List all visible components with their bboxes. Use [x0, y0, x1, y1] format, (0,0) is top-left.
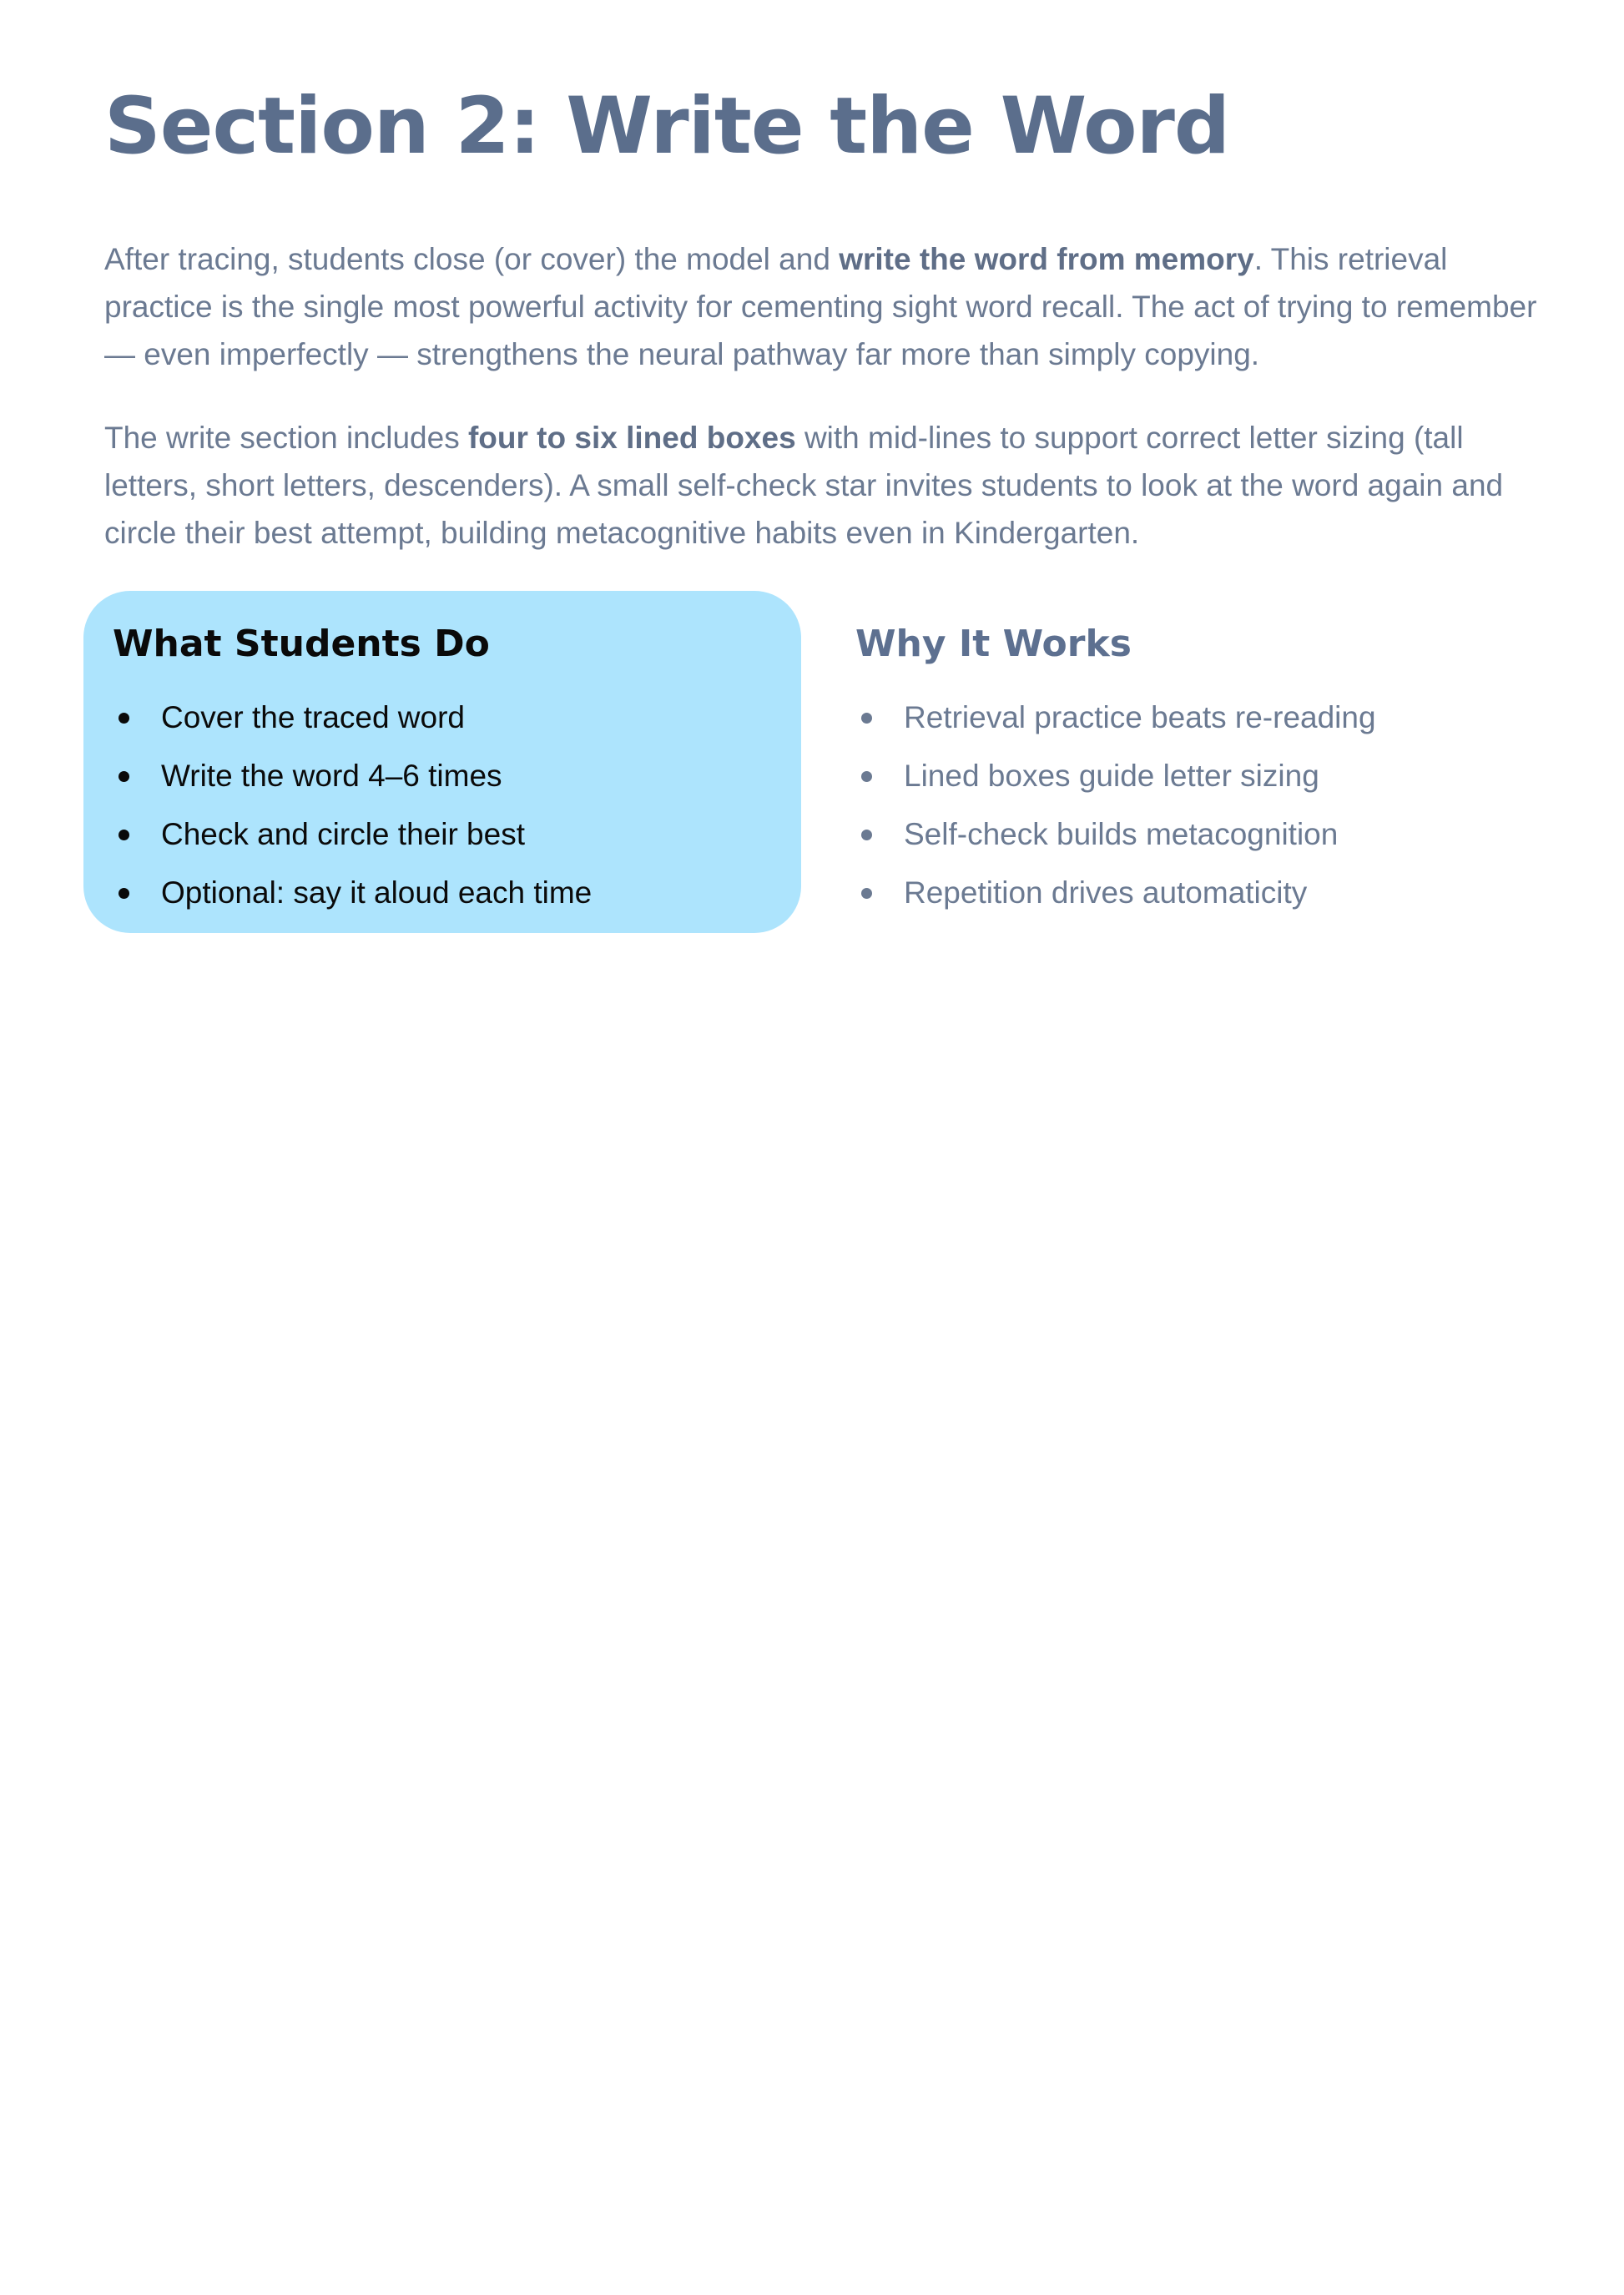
list-item-text: Check and circle their best: [161, 817, 525, 851]
intro-paragraph: [104, 235, 1540, 378]
bullet-icon: [119, 830, 129, 840]
bullet-icon: [861, 713, 872, 724]
list-item: [855, 814, 1376, 872]
why-it-works-heading: Why It Works: [855, 623, 1132, 665]
list-item: [113, 697, 592, 755]
intro-text-end: . This retrieval practice is the single most powerful activity for cementing sight word recall. The act of trying to remember — even imperfectly — strengthens the neural pathway far more than simply copying.: [104, 242, 1537, 371]
write-text-end: with mid-lines to support correct letter sizing (tall letters, short letters, descenders). A small self-check star invites students to look at the word again and circle their best attempt, building metacognitive habits even in Kindergarten.: [104, 421, 1504, 550]
list-item-text: Self-check builds metacognition: [904, 817, 1339, 851]
write-emphasis: four to six lined boxes: [467, 421, 796, 455]
list-item: [113, 814, 592, 872]
why-it-works-column: [855, 591, 1540, 933]
intro-emphasis: write the word from memory: [839, 242, 1254, 276]
list-item: [113, 872, 592, 931]
bullet-icon: [861, 888, 872, 899]
why-it-works-list: [855, 697, 1376, 931]
page-title: Section 2: Write the Word: [104, 81, 1230, 172]
list-item-text: Cover the traced word: [161, 700, 466, 734]
list-item-text: Retrieval practice beats re-reading: [904, 700, 1376, 734]
list-item: [113, 755, 592, 814]
list-item-text: Lined boxes guide letter sizing: [904, 759, 1319, 793]
bullet-icon: [119, 713, 129, 724]
bullet-icon: [119, 771, 129, 782]
what-students-do-card: [83, 591, 801, 933]
list-item: [855, 755, 1376, 814]
intro-text-start: After tracing, students close (or cover) the model and: [104, 242, 840, 276]
list-item: [855, 697, 1376, 755]
bullet-icon: [861, 771, 872, 782]
what-students-do-list: [113, 697, 592, 931]
list-item: [855, 872, 1376, 931]
what-students-do-heading: What Students Do: [113, 623, 490, 665]
bullet-icon: [119, 888, 129, 899]
bullet-icon: [861, 830, 872, 840]
list-item-text: Optional: say it aloud each time: [161, 875, 593, 910]
list-item-text: Repetition drives automaticity: [904, 875, 1308, 910]
write-section-paragraph: [104, 414, 1540, 557]
list-item-text: Write the word 4–6 times: [161, 759, 502, 793]
write-text-start: The write section includes: [104, 421, 468, 455]
